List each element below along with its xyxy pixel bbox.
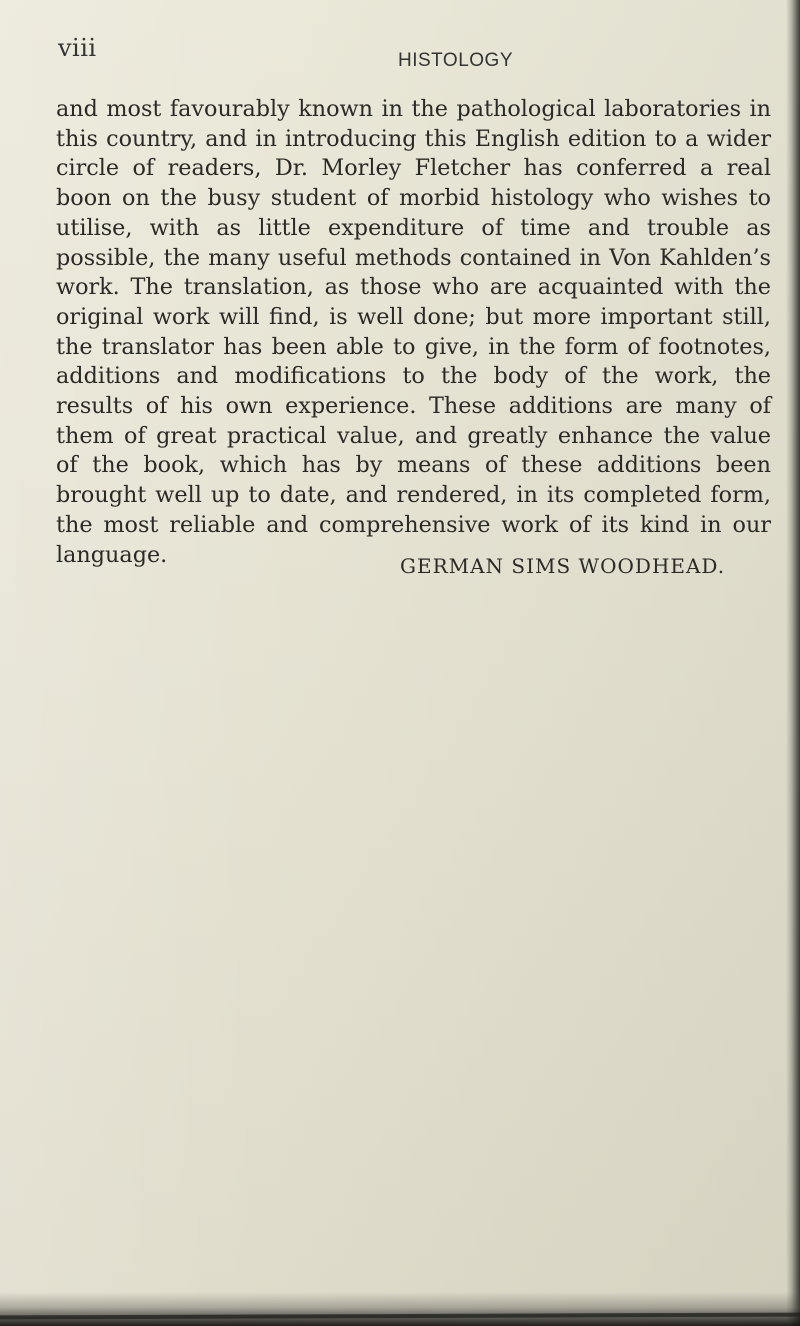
page-number: viii — [58, 34, 97, 62]
page-header — [58, 34, 748, 74]
page-bottom-edge — [0, 1292, 800, 1326]
preface-paragraph: and most favourably known in the pathological laboratories in this country, and in introducing this English edition to a wider circle of readers, Dr. Morley Fletcher has conferred a real boon on the busy student of morbid histology who wishes to utilise, with as little expenditure of time and trouble as possible, the many useful methods contained in Von Kahlden’s work. The translation, as those who are acquainted with the original work will find, is well done; but more important still, the translator has been able to give, in the form of footnotes, additions and modifications to the body of the work, the results of his own experience. These additions are many of them of great practical value, and greatly enhance the value of the book, which has by means of these additions been brought well up to date, and rendered, in its completed form, the most reliable and comprehensive work of its kind in our language. — [56, 96, 771, 568]
running-title: HISTOLOGY — [398, 50, 514, 71]
author-signature: GERMAN SIMS WOODHEAD. — [400, 554, 726, 578]
page-right-edge — [786, 0, 800, 1326]
